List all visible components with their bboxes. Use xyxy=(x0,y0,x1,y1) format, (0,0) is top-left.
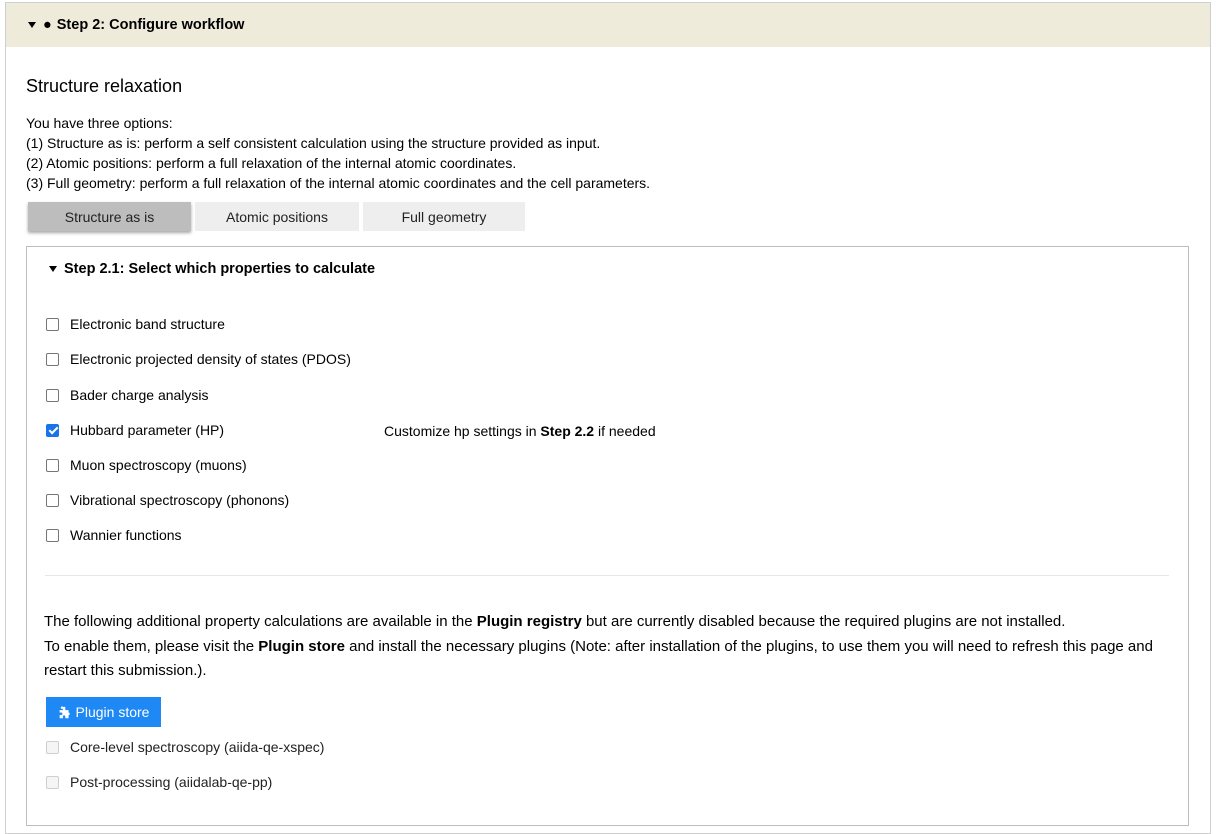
checkbox-disabled xyxy=(46,776,59,789)
property-label: Wannier functions xyxy=(70,527,182,543)
option-full-geometry[interactable]: Full geometry xyxy=(363,202,525,231)
checkbox-disabled xyxy=(46,741,59,754)
checkbox[interactable] xyxy=(46,389,59,402)
option-structure-as-is[interactable]: Structure as is xyxy=(28,202,191,231)
property-hubbard[interactable] xyxy=(46,420,224,440)
plugin-store-ref: Plugin store xyxy=(258,637,345,655)
step-bullet: ● xyxy=(43,17,52,33)
relaxation-toggle xyxy=(28,202,525,231)
intro-line: You have three options: xyxy=(26,115,173,131)
divider xyxy=(45,575,1169,576)
property-label: Electronic projected density of states (PDOS) xyxy=(70,351,351,367)
relaxation-title: Structure relaxation xyxy=(26,76,183,96)
property-label: Electronic band structure xyxy=(70,316,225,332)
info-text: The following additional property calculations are available in the xyxy=(44,613,477,630)
relaxation-intro xyxy=(26,113,650,193)
step-title: Step 2: Configure workflow xyxy=(56,17,245,33)
step-2-header[interactable] xyxy=(6,3,1210,47)
caret-down-icon xyxy=(28,22,36,28)
intro-line: (3) Full geometry: perform a full relaxation of the internal atomic coordinates and the cell parameters. xyxy=(26,175,651,191)
intro-line: (2) Atomic positions: perform a full relaxation of the internal atomic coordinates. xyxy=(26,155,517,171)
property-phonons[interactable] xyxy=(46,490,289,510)
plugin-info-line-1 xyxy=(44,610,1174,635)
property-label: Vibrational spectroscopy (phonons) xyxy=(70,492,290,508)
property-label: Bader charge analysis xyxy=(70,387,209,403)
property-pdos[interactable] xyxy=(46,349,351,369)
hint-prefix: Customize hp settings in xyxy=(384,423,541,439)
info-text: but are currently disabled because the required plugins are not installed. xyxy=(581,613,1066,630)
step-2-1-panel xyxy=(26,246,1189,826)
intro-line: (1) Structure as is: perform a self consistent calculation using the structure provided as input. xyxy=(26,135,601,151)
step-2-1-header[interactable] xyxy=(49,261,375,277)
checkbox-checked[interactable] xyxy=(46,424,59,437)
hint-step-ref: Step 2.2 xyxy=(540,423,595,439)
property-label: Post-processing (aiidalab-qe-pp) xyxy=(70,774,273,790)
caret-down-icon xyxy=(49,266,57,272)
plugin-property-pp xyxy=(46,772,272,792)
checkbox[interactable] xyxy=(46,459,59,472)
plugin-registry-ref: Plugin registry xyxy=(476,613,582,630)
step-2-1-title: Step 2.1: Select which properties to calculate xyxy=(64,261,376,277)
info-text: To enable them, please visit the xyxy=(44,637,259,655)
checkbox[interactable] xyxy=(46,353,59,366)
plugin-store-label: Plugin store xyxy=(75,704,150,720)
checkbox[interactable] xyxy=(46,494,59,507)
property-label: Muon spectroscopy (muons) xyxy=(70,457,247,473)
property-label: Core-level spectroscopy (aiida-qe-xspec) xyxy=(70,739,325,755)
checkbox[interactable] xyxy=(46,318,59,331)
property-wannier[interactable] xyxy=(46,525,182,545)
property-label: Hubbard parameter (HP) xyxy=(70,422,225,438)
property-muons[interactable] xyxy=(46,455,247,475)
plugin-info xyxy=(44,610,1174,684)
info-text: and install the necessary plugins (Note: after installation of the plugins, to use them you will need to refresh this page and restart this submission.). xyxy=(44,637,1153,679)
property-bader[interactable] xyxy=(46,385,209,405)
plugin-info-line-2 xyxy=(44,635,1174,684)
option-atomic-positions[interactable]: Atomic positions xyxy=(195,202,359,231)
property-band-structure[interactable] xyxy=(46,314,225,334)
checkbox[interactable] xyxy=(46,529,59,542)
step-2-panel xyxy=(5,2,1211,834)
hp-settings-hint xyxy=(384,423,656,439)
hint-suffix: if needed xyxy=(594,423,656,439)
puzzle-icon xyxy=(58,706,71,719)
plugin-property-xspec xyxy=(46,737,324,757)
plugin-store-button[interactable] xyxy=(46,697,161,727)
